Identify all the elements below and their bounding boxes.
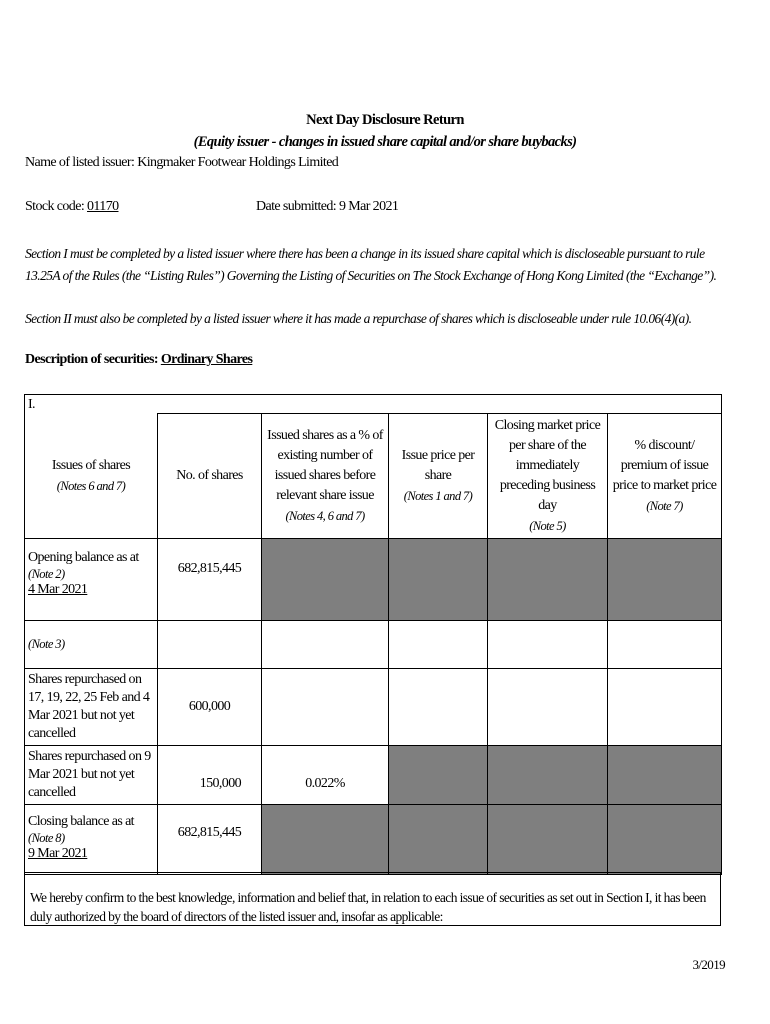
shaded-cell <box>488 539 608 621</box>
issuer-name-value: Kingmaker Footwear Holdings Limited <box>137 155 339 170</box>
header-price <box>389 414 488 539</box>
date-submitted-label: Date submitted: <box>256 199 337 214</box>
stock-code-line <box>25 199 119 215</box>
empty-cell <box>488 621 608 669</box>
section1-notice: Section I must be completed by a listed issuer where there has been a change in its issued share capital which is discloseable pursuant to rule 13.25A of the Rules (the “Listing Rules”) Governing the Listing of Securities on The Stock Exchange of Hong Kong Limited (the “Exchange”). <box>25 246 717 283</box>
securities-description <box>25 352 252 368</box>
section-label-row <box>25 395 722 414</box>
empty-cell <box>608 669 722 746</box>
stock-code-label: Stock code: <box>25 199 85 214</box>
row-shares: 600,000 <box>158 669 262 746</box>
header-issues <box>25 414 158 539</box>
opening-balance-row <box>25 539 722 621</box>
row-pct <box>262 669 389 746</box>
row-shares: 150,000 <box>158 746 262 805</box>
opening-date: 4 Mar 2021 <box>28 582 88 597</box>
header-discount-text: % discount/ premium of issue price to market price <box>612 438 717 493</box>
date-submitted-value: 9 Mar 2021 <box>338 199 399 214</box>
shaded-cell <box>389 805 488 875</box>
opening-balance-label <box>25 539 158 621</box>
confirmation-statement: We hereby confirm to the best knowledge, information and belief that, in relation to each issue of securities as set out in Section I, it has been duly authorized by the board of directors of the listed issuer and, insofar as applicable: <box>24 872 721 926</box>
section1-table <box>24 394 722 875</box>
header-no-shares: No. of shares <box>158 414 262 539</box>
header-price-text: Issue price per share <box>401 448 475 483</box>
closing-date: 9 Mar 2021 <box>28 846 88 861</box>
closing-balance-row <box>25 805 722 875</box>
section-label: I. <box>25 395 722 414</box>
empty-cell <box>262 621 389 669</box>
row-label: Shares repurchased on 9 Mar 2021 but not yet cancelled <box>25 746 158 805</box>
closing-label-text: Closing balance as at <box>28 814 134 829</box>
shaded-cell <box>608 539 722 621</box>
note3-row <box>25 621 722 669</box>
closing-note: (Note 8) <box>28 831 65 845</box>
shaded-cell <box>488 805 608 875</box>
shaded-cell <box>608 805 722 875</box>
securities-value: Ordinary Shares <box>160 352 253 367</box>
issuer-name-line <box>25 155 338 171</box>
table-header-row <box>25 414 722 539</box>
shaded-cell <box>262 539 389 621</box>
opening-note: (Note 2) <box>28 567 65 581</box>
empty-cell <box>389 621 488 669</box>
section2-notice: Section II must also be completed by a listed issuer where it has made a repurchase of shares which is discloseable under rule 10.06(4)(a). <box>25 311 692 326</box>
header-closing-note: (Note 5) <box>529 519 566 533</box>
page-subtitle: (Equity issuer - changes in issued share capital and/or share buybacks) <box>193 134 577 150</box>
stock-code-value: 01170 <box>87 199 119 214</box>
closing-balance-label <box>25 805 158 875</box>
header-issues-text: Issues of shares <box>51 457 131 473</box>
shaded-cell <box>608 746 722 805</box>
empty-cell <box>608 621 722 669</box>
header-price-note: (Notes 1 and 7) <box>403 489 473 503</box>
header-pct-note: (Notes 4, 6 and 7) <box>285 509 365 523</box>
opening-shares: 682,815,445 <box>158 539 262 621</box>
shaded-cell <box>262 805 389 875</box>
opening-label-text: Opening balance as at <box>28 550 139 565</box>
row-pct: 0.022% <box>262 746 389 805</box>
footer-version: 3/2019 <box>692 957 725 972</box>
header-issues-note: (Notes 6 and 7) <box>56 478 126 493</box>
date-submitted-line <box>256 199 398 215</box>
issuer-name-label: Name of listed issuer: <box>25 155 135 170</box>
securities-label: Description of securities: <box>25 352 158 367</box>
header-pct <box>262 414 389 539</box>
shaded-cell <box>488 746 608 805</box>
table-row <box>25 669 722 746</box>
empty-cell <box>158 621 262 669</box>
note3-label: (Note 3) <box>25 621 158 669</box>
header-discount <box>608 414 722 539</box>
shaded-cell <box>389 539 488 621</box>
row-label: Shares repurchased on 17, 19, 22, 25 Feb and 4 Mar 2021 but not yet cancelled <box>25 669 158 746</box>
page-title: Next Day Disclosure Return <box>306 112 464 128</box>
shaded-cell <box>389 746 488 805</box>
header-discount-note: (Note 7) <box>646 499 683 513</box>
empty-cell <box>488 669 608 746</box>
header-closing-price <box>488 414 608 539</box>
empty-cell <box>389 669 488 746</box>
table-row <box>25 746 722 805</box>
header-pct-text: Issued shares as a % of existing number of issued shares before relevant share issue <box>267 428 383 503</box>
closing-shares: 682,815,445 <box>158 805 262 875</box>
header-closing-text: Closing market price per share of the immediately preceding business day <box>494 418 601 513</box>
